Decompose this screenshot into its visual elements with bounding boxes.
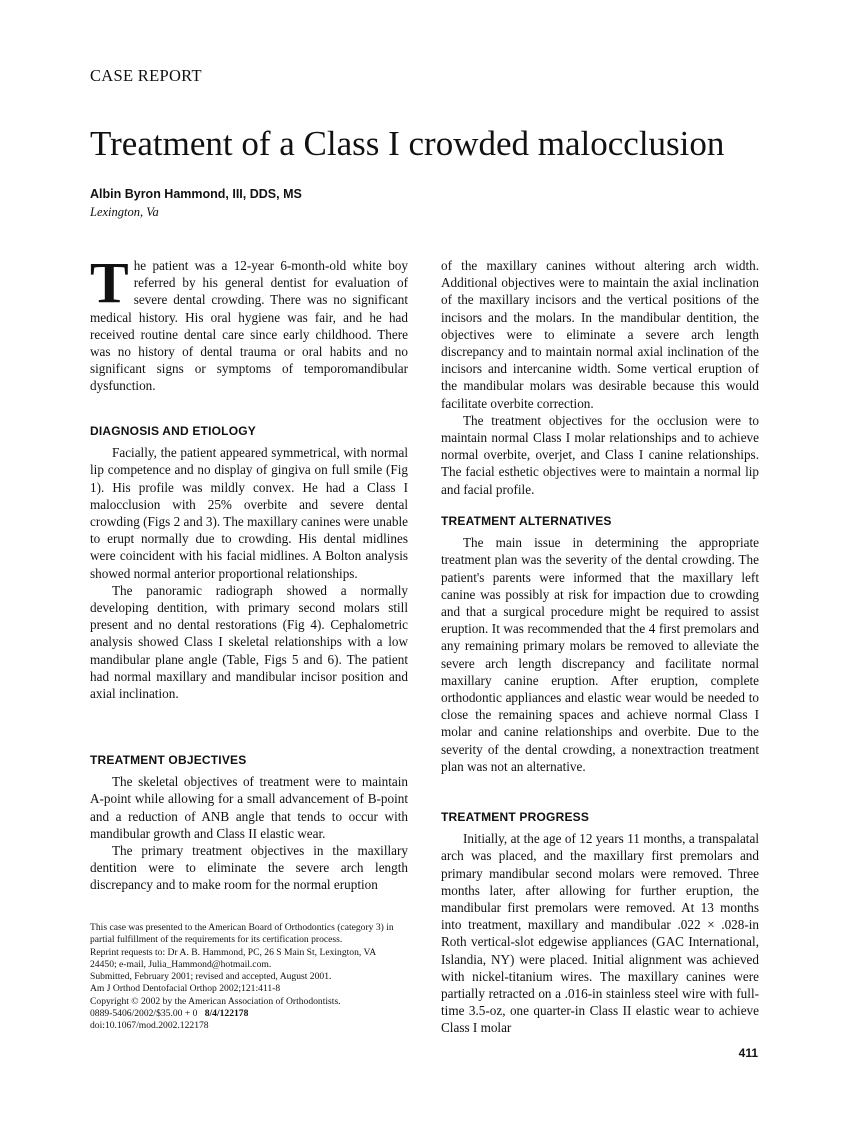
- footnote-line: Copyright © 2002 by the American Association of Orthodontists.: [90, 995, 341, 1007]
- footnote-line: partial fulfillment of the requirements for its certification process.: [90, 934, 343, 946]
- issn-price: 0889-5406/2002/$35.00 + 0: [90, 1008, 198, 1020]
- diagnosis-section: [90, 423, 408, 702]
- occlusion-objectives-paragraph: The treatment objectives for the occlusion were to maintain normal Class I molar relationships and to achieve normal overbite, overjet, and Class I canine relationships. The facial esthetic objectives were to maintain a normal lip and facial profile.: [441, 412, 759, 497]
- right-column: [441, 257, 759, 498]
- footnote-line: 24450; e-mail, Julia_Hammond@hotmail.com.: [90, 958, 272, 970]
- footnote-doi: doi:10.1067/mod.2002.122178: [90, 1020, 209, 1032]
- affiliation: Lexington, Va: [90, 205, 159, 219]
- article-code: 8/4/122178: [204, 1008, 249, 1020]
- footnote-line: Reprint requests to: Dr A. B. Hammond, PC, 26 S Main St, Lexington, VA: [90, 946, 377, 958]
- footnote-line: Submitted, February 2001; revised and accepted, August 2001.: [90, 971, 332, 983]
- footnote-line: [90, 1008, 410, 1020]
- progress-heading: TREATMENT PROGRESS: [441, 810, 590, 824]
- diagnosis-heading: DIAGNOSIS AND ETIOLOGY: [90, 424, 256, 438]
- objectives-paragraph-1: The skeletal objectives of treatment were to maintain A-point while allowing for a small advancement of B-point and a reduction of ANB angle that tends to occur with mandibular growth and Class II elastic wear.: [90, 774, 408, 841]
- alternatives-heading: TREATMENT ALTERNATIVES: [441, 514, 612, 528]
- footnote-line: This case was presented to the American Board of Orthodontics (category 3) in: [90, 922, 394, 933]
- diagnosis-paragraph-2: The panoramic radiograph showed a normally developing dentition, with primary second molars still present and no dental restorations (Fig 4). Cephalometric analysis showed Class I skeletal relationships with a low mandibular plane angle (Table, Figs 5 and 6). The patient had normal maxillary and mandibular incisor position and axial inclination.: [90, 582, 408, 702]
- progress-section: [441, 809, 759, 1037]
- intro-paragraph: [90, 250, 408, 395]
- footnotes: [90, 922, 410, 1033]
- alternatives-paragraph: The main issue in determining the appropriate treatment plan was the severity of the dental crowding. The patient's parents were informed that the maxillary left canine was possibly at risk for impaction due to crowding and that a surgical procedure might be required to assist eruption. It was recommended that the 4 first premolars and any remaining primary molars be removed to alleviate the severe arch length discrepancy and facilitate normal maxillary canine eruption. After eruption, complete orthodontic appliances and elastic wear would be needed to close the remaining spaces and achieve normal Class I molar and canine relationships and overbite. Due to the severity of the dental crowding, a nonextraction treatment plan was not an alternative.: [441, 535, 759, 774]
- alternatives-section: [441, 513, 759, 775]
- continued-paragraph: of the maxillary canines without altering arch width. Additional objectives were to maintain the axial inclination of the maxillary incisors and the vertical positions of the incisors and the molars. In the mandibular dentition, the objectives were to eliminate a severe arch length discrepancy and to maintain normal axial inclination of the incisors and intercanine width. Some vertical eruption of the mandibular molars was desirable because this would facilitate overbite correction.: [441, 258, 759, 411]
- objectives-section: [90, 752, 408, 894]
- objectives-paragraph-2: The primary treatment objectives in the maxillary dentition were to eliminate the severe arch length discrepancy and to make room for the normal eruption: [90, 843, 408, 893]
- section-label: CASE REPORT: [90, 66, 202, 85]
- diagnosis-paragraph-1: Facially, the patient appeared symmetrical, with normal lip competence and no display of gingiva on full smile (Fig 1). His profile was mildly convex. He had a Class I malocclusion with 25% overbite and severe dental crowding (Figs 2 and 3). The maxillary canines were unable to erupt normally due to crowding. His dental midlines were coincident with his facial midlines. A Bolton analysis showed normal anterior proportional relationships.: [90, 445, 408, 581]
- page-number: 411: [738, 1046, 758, 1060]
- progress-paragraph: Initially, at the age of 12 years 11 months, a transpalatal arch was placed, and the maxillary first premolars and primary mandibular second molars were removed. Three months later, after allowing for further eruption, the mandibular first premolars were removed. At 13 months into treatment, maxillary and mandibular .022 × .028-in Roth vertical-slot edgewise appliances (GAC International, Islandia, NY) were placed. Initial alignment was achieved with nickel-titanium wires. The maxillary canines were partially retracted on a .016-in stainless steel wire with full-time 3.5-oz, one quarter-in Class II elastic wear to achieve Class I molar: [441, 831, 759, 1036]
- left-column: [90, 250, 408, 395]
- drop-cap: T: [90, 250, 129, 315]
- intro-text: he patient was a 12-year 6-month-old white boy referred by his general dentist for evaluation of severe dental crowding. There was no significant medical history. His oral hygiene was fair, and he had received routine dental care since early childhood. There was no history of dental trauma or oral habits and no significant signs or symptoms of temporomandibular dysfunction.: [90, 258, 408, 394]
- author: Albin Byron Hammond, III, DDS, MS: [90, 187, 302, 201]
- article-title: Treatment of a Class I crowded malocclusion: [90, 124, 725, 163]
- objectives-heading: TREATMENT OBJECTIVES: [90, 753, 247, 767]
- footnote-line: Am J Orthod Dentofacial Orthop 2002;121:411-8: [90, 983, 281, 995]
